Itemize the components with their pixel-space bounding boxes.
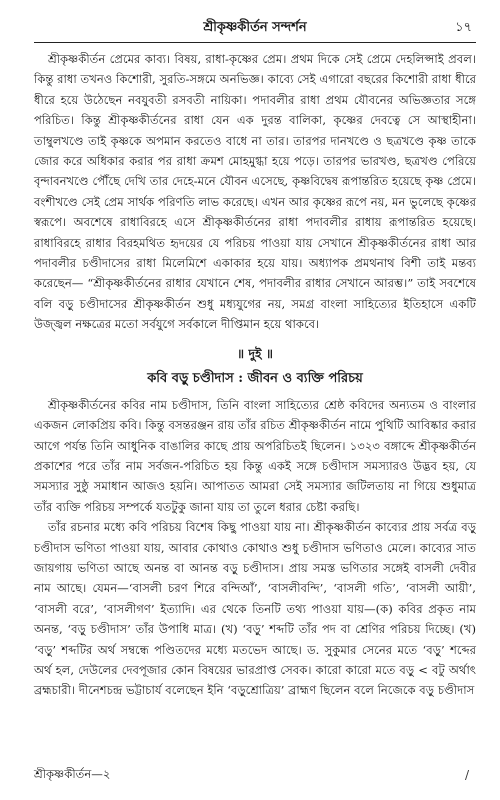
stray-pen-mark: / [465,768,470,782]
paragraph-3: তাঁর রচনার মধ্যে কবি পরিচয় বিশেষ কিছু পাওয়া যায় না। শ্রীকৃষ্ণকীর্তন কাব্যের প্রায় সর্বত্র বড়ু চণ্ডীদাস ভণিতা পাওয়া যায়, আবার কোথাও কোথাও শুধু চণ্ডীদাস ভণিতাও মেলে। কাব্যের সাত জায়গায় ভণিতা আছে অনন্ত বা আনন্ত বড়ু চণ্ডীদাস। প্রায় সমস্ত ভণিতার সঙ্গেই বাসলী দেবীর নাম আছে। যেমন—‘বাসলী চরণ শিরে বন্দিআঁ’, ‘বাসলীবন্দি’, ‘বাসলী গতি’, ‘বাসলী আয়ী’, ‘বাসলী বরে’, ‘বাসলীগণ’ ইত্যাদি। এর থেকে তিনটি তথ্য পাওয়া যায়—(ক) কবির প্রকৃত নাম অনন্ত, ‘বড়ু চণ্ডীদাস’ তাঁর উপাধি মাত্র। (খ) ‘বড়ু’ শব্দটি তাঁর পদ বা শ্রেণির পরিচয় দিচ্ছে। (খ) ‘বড়ু’ শব্দটির অর্থ সম্বন্ধে পণ্ডিতদের মধ্যে মতভেদ আছে। ড. সুকুমার সেনের মতে ‘বড়ু’ শব্দের অর্থ হল, দেউলের দেবপূজার কোন বিষয়ের ভারপ্রাপ্ত সেবক। কারো কারো মতে বড়ু < বটু অর্থাৎ ব্রহ্মচারী। দীনেশচন্দ্র ভট্টাচার্য বলেছেন ইনি ‘বড়ুশ্রোত্রিয়’ ব্রাহ্মণ ছিলেন বলে নিজেকে বড়ু চণ্ডীদাস [34,520,476,698]
section-title: কবি বড়ু চণ্ডীদাস : জীবন ও ব্যক্তি পরিচয় [147,370,363,386]
running-title: শ্রীকৃষ্ণকীর্তন সন্দর্শন [203,20,307,35]
page-header [34,14,476,40]
header-rule [34,42,476,43]
paragraph-2: শ্রীকৃষ্ণকীর্তনের কবির নাম চণ্ডীদাস, তিনি বাংলা সাহিত্যের শ্রেষ্ঠ কবিদের অন্যতম ও বাংলার একজন লোকপ্রিয় কবি। কিন্তু বসন্তরঞ্জন রায় তাঁর রচিত শ্রীকৃষ্ণকীর্তন নামে পুথিটি আবিষ্কার করার আগে পর্যন্ত তিনি আধুনিক বাঙালির কাছে প্রায় অপরিচিতই ছিলেন। ১৩২৩ বঙ্গাব্দে শ্রীকৃষ্ণকীর্তন প্রকাশের পরে তাঁর নাম সর্বজন-পরিচিত হয় কিন্তু একই সঙ্গে চণ্ডীদাস সমস্যারও উদ্ভব হয়, যে সমস্যার সুষ্ঠু সমাধান আজও হয়নি। আপাতত আমরা সেই সমস্যার জটিলতায় না গিয়ে শুধুমাত্র তাঁর ব্যক্তি পরিচয় সম্পর্কে যতটুকু জানা যায় তা তুলে ধরার চেষ্টা করছি। [34,397,476,514]
page-number: ১৭ [455,20,472,35]
paragraph-1: শ্রীকৃষ্ণকীর্তন প্রেমের কাব্য। বিষয়, রাধা-কৃষ্ণের প্রেম। প্রথম দিকে সেই প্রেমে দেহলিপ্সাই প্রবল। কিন্তু রাধা তখনও কিশোরী, সুরতি-সঙ্গমে অনভিজ্ঞ। কাব্যে সেই এগারো বছরের কিশোরী রাধা ধীরে ধীরে হয়ে উঠেছেন নবযুবতী রসবতী নায়িকা। পদাবলীর রাধা প্রথম যৌবনের অভিজ্ঞতার সঙ্গে পরিচিত। কিন্তু শ্রীকৃষ্ণকীর্তনের রাধা যেন এক দুরন্ত বালিকা, কৃষ্ণের দেবত্বে সে আস্থাহীনা। তাম্বুলখণ্ডে তাই কৃষ্ণকে অপমান করতেও বাধে না তার। তারপর দানখণ্ডে ও ছত্রখণ্ডে কৃষ্ণ তাকে জোর করে অধিকার করার পর রাধা ক্রমশ মোহমুগ্ধা হয়ে পড়ে। তারপর ভারখণ্ড, ছত্রখণ্ড পেরিয়ে বৃন্দাবনখণ্ডে পৌঁছে দেখি তার দেহে-মনে যৌবন এসেছে, কৃষ্ণবিদ্বেষ রূপান্তরিত হয়েছে কৃষ্ণ প্রেমে। বংশীখণ্ডে সেই প্রেম সার্থক পরিণতি লাভ করেছে। এখন আর কৃষ্ণের রূপে নয়, মন ভুলেছে কৃষ্ণের স্বরূপে। অবশেষে রাধাবিরহে এসে শ্রীকৃষ্ণকীর্তনের রাধা পদাবলীর রাধায় রূপান্তরিত হয়েছে। রাধাবিরহে রাধার বিরহমথিত হৃদয়ের যে পরিচয় পাওয়া যায় সেখানে শ্রীকৃষ্ণকীর্তনের রাধা আর পদাবলীর চণ্ডীদাসের রাধা মিলেমিশে একাকার হয়ে যায়। অধ্যাপক প্রমথনাথ বিশী তাই মন্তব্য করেছেন— “শ্রীকৃষ্ণকীর্তনের রাধার যেখানে শেষ, পদাবলীর রাধার সেখানে আরম্ভ।” তাই সবশেষে বলি বড়ু চণ্ডীদাসের শ্রীকৃষ্ণকীর্তন শুধু মধ্যযুগের নয়, সমগ্র বাংলা সাহিত্যের ইতিহাসে একটি উজ্জ্বল নক্ষত্রের মতো সর্বযুগে সর্বকালে দীপ্তিমান হয়ে থাকবে। [34,52,476,332]
section-number: ॥ দুই ॥ [237,345,273,361]
page-footer-signature: শ্রীকৃষ্ণকীর্তন—২ [34,767,111,781]
